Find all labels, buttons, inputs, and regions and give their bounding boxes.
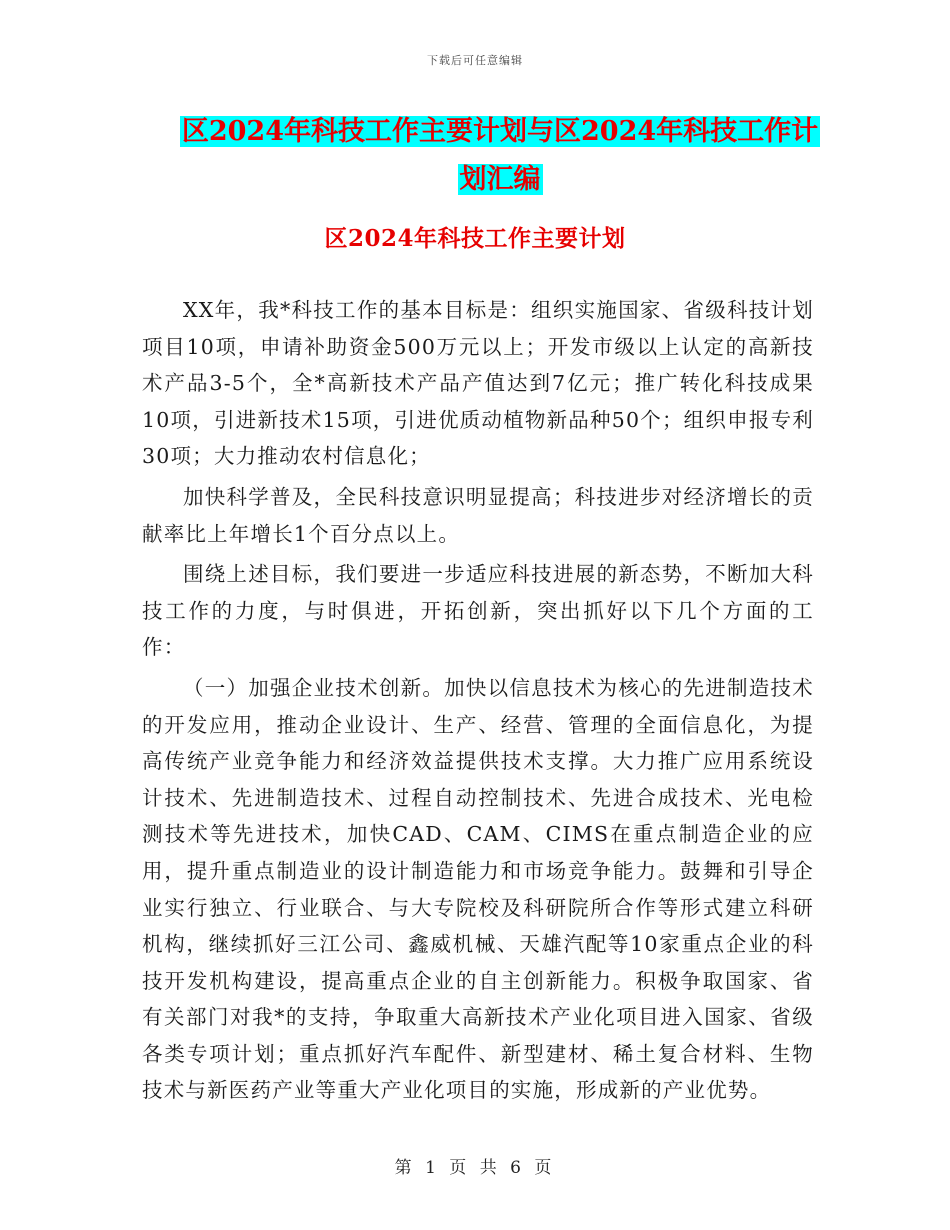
page-footer: 第 1 页 共 6 页 (394, 1158, 556, 1178)
paragraph: 围绕上述目标，我们要进一步适应科技进展的新态势，不断加大科技工作的力度，与时俱进，开拓创新，突出抓好以下几个方面的工作： (142, 562, 814, 660)
paragraph: XX年，我*科技工作的基本目标是：组织实施国家、省级科技计划项目10项，申请补助资金500万元以上；开发市级以上认定的高新技术产品3-5个，全*高新技术产品产值达到7亿元；推广转化科技成果10项，引进新技术15项，引进优质动植物新品种50个；组织申报专利30项；大力推动农村信息化； (142, 298, 814, 469)
document-title-line1: 区2024年科技工作主要计划与区2024年科技工作计 (181, 116, 819, 147)
document-title-line2: 划汇编 (459, 164, 541, 195)
paragraph: 加快科学普及，全民科技意识明显提高；科技进步对经济增长的贡献率比上年增长1个百分点以上。 (142, 484, 814, 546)
document-title (140, 108, 860, 204)
section-title: 区2024年科技工作主要计划 (324, 225, 626, 252)
paragraph: （一）加强企业技术创新。加快以信息技术为核心的先进制造技术的开发应用，推动企业设计、生产、经营、管理的全面信息化，为提高传统产业竞争能力和经济效益提供技术支撑。大力推广应用系统设计技术、先进制造技术、过程自动控制技术、先进合成技术、光电检测技术等先进技术，加快CAD、CAM、CIMS在重点制造企业的应用，提升重点制造业的设计制造能力和市场竞争能力。鼓舞和引导企业实行独立、行业联合、与大专院校及科研院所合作等形式建立科研机构，继续抓好三江公司、鑫威机械、天雄汽配等10家重点企业的科技开发机构建设，提高重点企业的自主创新能力。积极争取国家、省有关部门对我*的支持，争取重大高新技术产业化项目进入国家、省级各类专项计划；重点抓好汽车配件、新型建材、稀土复合材料、生物技术与新医药产业等重大产业化项目的实施，形成新的产业优势。 (142, 675, 814, 1103)
header-note: 下载后可任意编辑 (427, 54, 523, 67)
body-text (142, 292, 814, 1109)
